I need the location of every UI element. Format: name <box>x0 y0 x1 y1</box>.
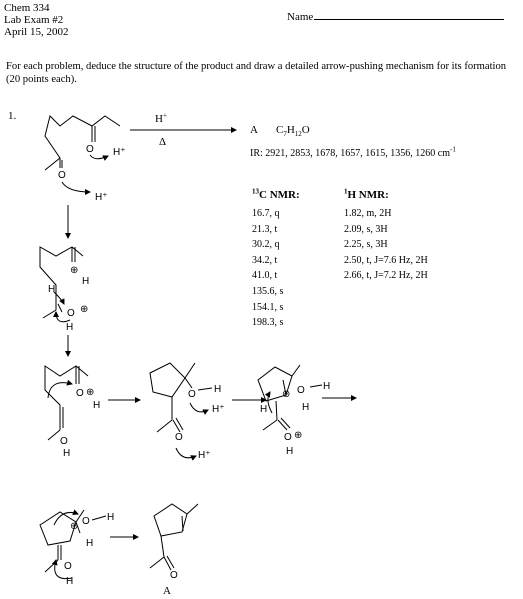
atom-h: H <box>66 576 74 587</box>
atom-o: O <box>82 516 90 527</box>
atom-h-plus: H⁺ <box>212 404 225 415</box>
atom-h: H <box>66 322 74 333</box>
instructions: For each problem, deduce the structure of the product and draw a detailed arrow-pushing mechanism for its formation (20 points each). <box>6 61 507 85</box>
atom-h-plus: H⁺ <box>113 147 126 158</box>
c13-peak: 34.2, t <box>252 254 278 266</box>
atom-h: H <box>48 284 56 295</box>
atom-o: O <box>58 170 66 181</box>
oxonium-charge: ⊕ <box>282 389 291 400</box>
c13-peak: 16.7, q <box>252 208 280 219</box>
final-product-label: A <box>163 585 171 597</box>
c13-peak: 135.6, s <box>252 285 284 297</box>
exam-title: Lab Exam #2 <box>4 14 64 26</box>
atom-o: O <box>170 570 178 581</box>
atom-o: O <box>76 388 84 399</box>
c13-peak: 198.3, s <box>252 317 284 329</box>
reagent-acid: H+ <box>155 111 167 125</box>
atom-o: O <box>175 432 183 443</box>
starting-diketone <box>45 116 120 170</box>
atom-h: H <box>323 381 331 392</box>
atom-h: H <box>286 446 294 457</box>
oxonium-charge: ⊕ <box>294 430 303 441</box>
h1-peak: 2.50, t, J=7.6 Hz, 2H <box>344 254 428 266</box>
atom-o: O <box>86 144 94 155</box>
atom-h: H <box>107 512 115 523</box>
course-title: Chem 334 <box>4 2 50 14</box>
atom-h: H <box>260 404 268 415</box>
curved-arrow <box>90 155 108 159</box>
curved-arrow <box>268 392 272 413</box>
curved-arrow <box>190 403 208 412</box>
h1-peak: 2.25, s, 3H <box>344 239 388 251</box>
curved-arrow <box>48 383 72 398</box>
problem-number: 1. <box>8 110 17 122</box>
h1-nmr-title: $^1$H NMR: <box>344 187 389 201</box>
oxonium-charge: ⊕ <box>70 521 79 532</box>
molecular-formula: $C_7H_{12}O$ <box>276 124 310 139</box>
dehydration-intermediate <box>40 510 106 572</box>
atom-o: O <box>64 561 72 572</box>
cyclized-intermediate-1 <box>150 363 212 432</box>
c13-peak: 154.1, s <box>252 301 284 313</box>
enol-intermediate <box>45 366 88 440</box>
c13-peak: 41.0, t <box>252 270 278 282</box>
h1-peak: 2.66, t, J=7.2 Hz, 2H <box>344 270 428 282</box>
reagent-heat: Δ <box>159 136 167 148</box>
atom-h: H <box>63 448 71 459</box>
oxonium-o: ⊕ <box>70 265 79 276</box>
atom-o: O <box>67 308 75 319</box>
c13-nmr-title: $^{13}$C NMR: <box>252 187 300 201</box>
atom-h: H <box>302 402 310 413</box>
c13-peak: 30.2, q <box>252 239 280 251</box>
oxonium-charge: ⊕ <box>80 304 89 315</box>
c13-peak: 21.3, t <box>252 223 278 235</box>
product-label: A <box>250 124 258 136</box>
atom-h: H <box>93 400 101 411</box>
curved-arrow <box>62 182 90 192</box>
atom-o: O <box>297 385 305 396</box>
atom-h: H <box>214 384 222 395</box>
curved-arrow <box>176 448 196 458</box>
atom-h: H <box>82 276 90 287</box>
atom-o: O <box>60 436 68 447</box>
exam-date: April 15, 2002 <box>4 26 69 38</box>
atom-o: O <box>284 432 292 443</box>
h1-peak: 2.09, s, 3H <box>344 223 388 235</box>
name-label: Name <box>287 11 314 23</box>
oxonium-charge: ⊕ <box>86 387 95 398</box>
h1-peak: 1.82, m, 2H <box>344 208 392 219</box>
final-product-structure <box>150 504 198 570</box>
atom-o: O <box>188 389 196 400</box>
atom-h-plus: H⁺ <box>95 192 108 203</box>
ir-data: IR: 2921, 2853, 1678, 1657, 1615, 1356, 1260 $cm^{-1}$ <box>250 145 456 159</box>
protonated-intermediate <box>40 247 83 318</box>
atom-h: H <box>86 538 94 549</box>
atom-h-plus: H⁺ <box>198 450 211 461</box>
